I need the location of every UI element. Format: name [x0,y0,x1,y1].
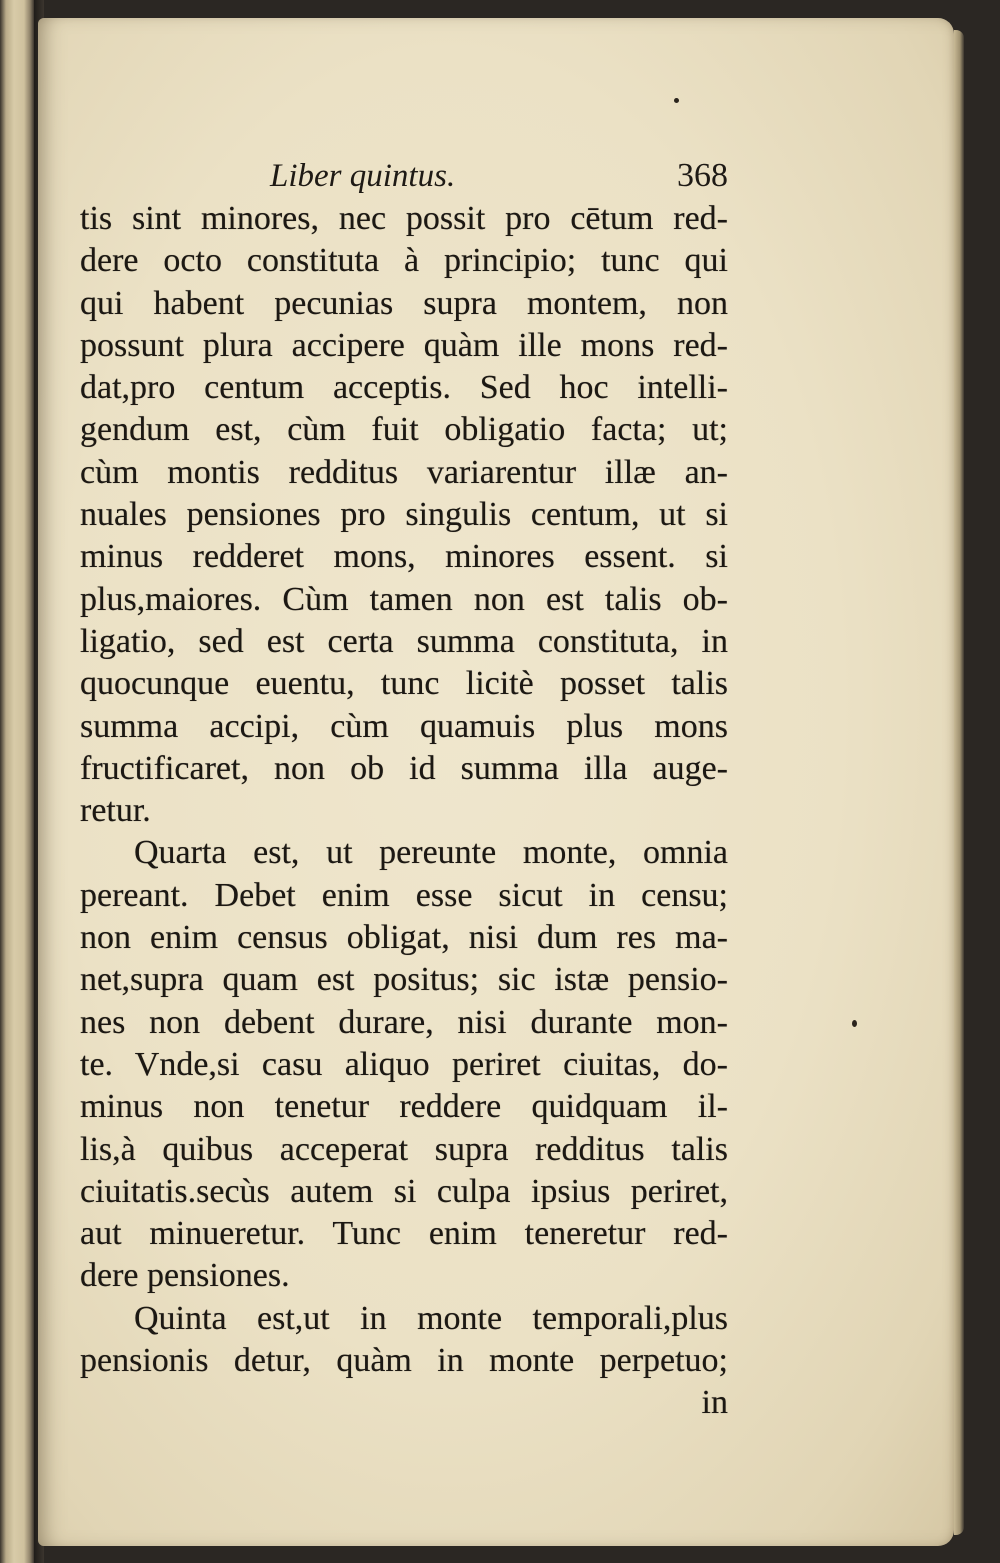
text-line: minus non tenetur reddere quidquam il- [80,1088,728,1126]
text-line: possunt plura accipere quàm ille mons red- [80,326,728,364]
running-head [80,154,728,200]
text-line: tis sint minores, nec possit pro cētum red- [80,200,728,237]
facing-page-edge [0,0,34,1563]
text-line: fructificaret, non ob id summa illa auge- [80,749,728,787]
text-line: dat,pro centum acceptis. Sed hoc intelli- [80,369,728,407]
text-line: ligatio, sed est certa summa constituta, in [80,622,728,660]
text-line: gendum est, cùm fuit obligatio facta; ut; [80,411,728,449]
page-number: 368 [677,157,728,194]
text-line: aut minueretur. Tunc enim teneretur red- [80,1215,728,1253]
text-line: qui habent pecunias supra montem, non [80,284,728,322]
catchword: in [701,1384,728,1422]
text-line: te. Vnde,si casu aliquo periret ciuitas, do- [80,1045,728,1083]
text-line: quocunque euentu, tunc licitè posset talis [80,665,728,703]
text-line: ciuitatis.secùs autem si culpa ipsius periret, [80,1172,728,1210]
text-line: net,supra quam est positus; sic istæ pensio- [80,961,728,999]
text-line: lis,à quibus acceperat supra redditus talis [80,1130,728,1168]
text-line: pensionis detur, quàm in monte perpetuo; [80,1342,728,1380]
text-line: plus,maiores. Cùm tamen non est talis ob- [80,580,728,618]
text-block [80,198,728,1425]
text-line: summa accipi, cùm quamuis plus mons [80,707,728,745]
page-fore-edge [954,30,964,1535]
text-line: nes non debent durare, nisi durante mon- [80,1003,728,1041]
ink-speck [852,1020,857,1027]
text-line: nuales pensiones pro singulis centum, ut si [80,496,728,534]
text-line: dere pensiones. [80,1257,290,1295]
text-line: dere octo constituta à principio; tunc qui [80,242,728,280]
text-line: non enim census obligat, nisi dum res ma- [80,919,728,957]
text-line: Quarta est, ut pereunte monte, omnia [134,834,728,872]
text-line: retur. [80,792,151,830]
ink-speck [674,98,679,103]
running-title: Liber quintus. [270,158,456,194]
text-line: pereant. Debet enim esse sicut in censu; [80,876,728,914]
book-page [38,18,954,1546]
text-line: minus redderet mons, minores essent. si [80,538,728,576]
text-line: cùm montis redditus variarentur illæ an- [80,453,728,491]
text-line: Quinta est,ut in monte temporali,plus [134,1299,728,1337]
